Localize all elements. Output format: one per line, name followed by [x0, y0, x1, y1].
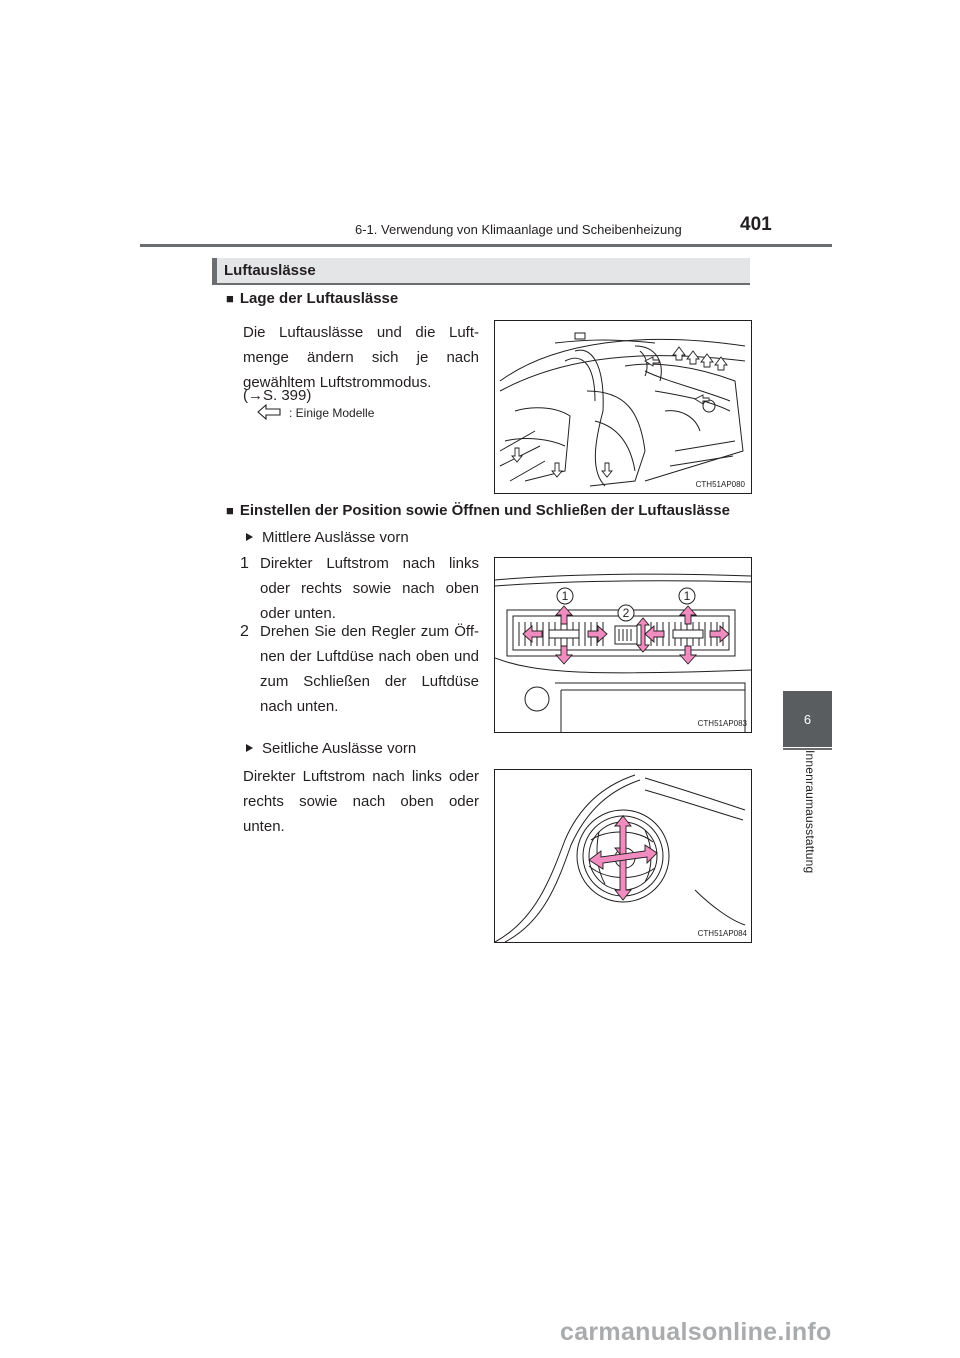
adjust-heading: [226, 502, 730, 519]
figure-interior: [494, 320, 752, 494]
side-vent-illustration: [495, 770, 751, 942]
location-reference: (→S. 399): [243, 387, 312, 404]
figure-side-vent: [494, 769, 752, 943]
step-number-2: [238, 622, 252, 644]
center-vents-subheading: [246, 529, 409, 546]
triangle-bullet-icon: [246, 533, 253, 541]
location-heading-text: Lage der Luftauslässe: [239, 290, 399, 307]
section-bar-accent: [212, 258, 217, 283]
car-interior-illustration: [495, 321, 751, 493]
figure-code: CTH51AP080: [695, 480, 745, 489]
step-text-1: Direkter Luftstrom nach links oder rechts sowie nach oben oder unten.: [260, 555, 479, 622]
figure-code: CTH51AP083: [697, 719, 747, 728]
square-bullet-icon: ■: [226, 503, 234, 518]
step-text-2: Drehen Sie den Regler zum Öff-nen der Luftdüse nach oben und zum Schließen der Luftdüse nach unten.: [260, 623, 479, 715]
triangle-bullet-icon: [246, 744, 253, 752]
chapter-label: Innenraumausstattung: [803, 750, 817, 874]
figure-center-vents: [494, 557, 752, 733]
center-vents-illustration: [495, 558, 751, 732]
watermark: carmanualsonline.info: [560, 1318, 832, 1346]
header-rule: [140, 244, 832, 247]
page-number: 401: [740, 214, 772, 235]
callout-1-right: 1: [683, 589, 691, 603]
side-vents-title: Seitliche Auslässe vorn: [262, 740, 417, 757]
side-vents-subheading: [246, 740, 416, 757]
chapter-tab: [783, 691, 832, 747]
adjust-heading-text: Einstellen der Position sowie Öffnen und Schließen der Luftauslässe: [239, 502, 730, 519]
step-number-1: [238, 554, 252, 576]
location-body: Die Luftauslässe und die Luft-menge ändern sich je nach gewähltem Luftstrommodus.: [243, 324, 479, 391]
center-vents-title: Mittlere Auslässe vorn: [262, 529, 409, 546]
step-number-1-text: 1: [240, 555, 249, 571]
running-header: 6-1. Verwendung von Klimaanlage und Scheibenheizung: [355, 222, 682, 237]
legend-note: : Einige Modelle: [289, 406, 375, 420]
arrow-legend-icon: [257, 404, 281, 425]
section-title: Luftauslässe: [224, 262, 316, 279]
figure-code: CTH51AP084: [697, 929, 747, 938]
section-title-bar: [212, 258, 750, 285]
callout-2: 2: [622, 606, 630, 620]
square-bullet-icon: ■: [226, 291, 234, 306]
step-number-2-text: 2: [240, 623, 249, 639]
callout-1-left: 1: [561, 589, 569, 603]
side-vents-body: Direkter Luftstrom nach links oder rechts sowie nach oben oder unten.: [243, 768, 479, 835]
location-heading: [226, 290, 398, 307]
chapter-number: 6: [803, 712, 812, 727]
